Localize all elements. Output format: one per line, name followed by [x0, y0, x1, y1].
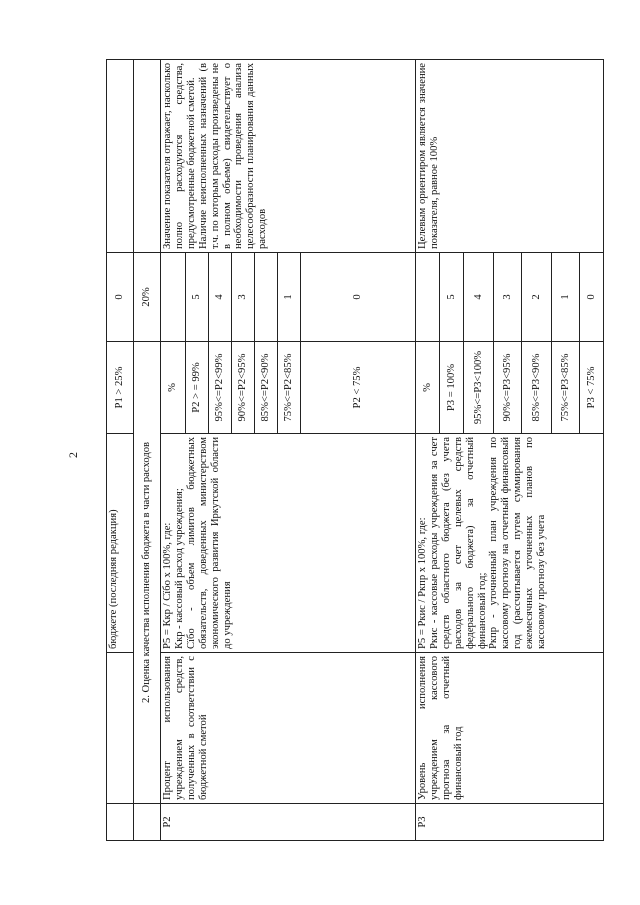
- p2-comment-line: Наличие неисполненных назначений (в т.ч. по которым расходы произведены не в полном объеме) свидетельствует о необходимости проведения анализа целесообразности планирования данных расходов: [197, 63, 269, 249]
- p3-score: 2: [522, 253, 552, 342]
- p2-score: 1: [278, 253, 301, 342]
- p2-score: 5: [186, 253, 209, 342]
- p3-range: 95%<=P3<100%: [464, 342, 494, 434]
- p2-comment-line: Значение показателя отражает, насколько полно расходуются средства, предусмотренные бюджетной сметой.: [162, 62, 197, 249]
- empty-cell: [107, 804, 134, 841]
- p3-range: P3 = 100%: [440, 342, 464, 434]
- criteria-table: [106, 59, 604, 841]
- p3-formula-line: Ркпр - уточненный план учреждения по кассовому прогнозу на отчетный финансовый год (рассчитывается путем суммирования ежемесячных уточненных планов по кассовому прогнозу без учета: [488, 437, 548, 649]
- p2-score: 4: [209, 253, 232, 342]
- section-title: 2. Оценка качества исполнения бюджета в части расходов: [134, 342, 161, 804]
- rotated-table: [106, 60, 597, 841]
- p3-formula: [416, 434, 604, 653]
- header-range: P1 > 25%: [107, 342, 134, 434]
- p2-score: 3: [232, 253, 255, 342]
- p2-comment: [161, 60, 416, 253]
- page-number: 2: [66, 452, 80, 458]
- header-continuation-row: [107, 60, 134, 841]
- header-text: бюджете (последняя редакция): [107, 434, 134, 653]
- empty-cell: [134, 804, 161, 841]
- p3-score: 4: [464, 253, 494, 342]
- p3-name: Уровень исполнения учреждением кассового прогноза за отчетный финансовый год: [416, 653, 604, 804]
- empty-cell: [134, 60, 161, 253]
- p3-comment: Целевым ориентиром является значение показателя, равное 100%: [416, 60, 604, 253]
- p3-range: 90%<=P3<95%: [494, 342, 522, 434]
- p2-range: 85%<=P2<90%: [255, 342, 278, 434]
- p3-score: 0: [580, 253, 604, 342]
- p3-unit: %: [416, 342, 440, 434]
- p2-range: P2 > = 99%: [186, 342, 209, 434]
- p3-formula-line: P5 = Ркис / Ркпр х 100%, где:: [417, 517, 428, 649]
- p2-row: [161, 60, 186, 841]
- header-score: 0: [107, 253, 134, 342]
- p3-score: 5: [440, 253, 464, 342]
- p2-score: [255, 253, 278, 342]
- section-weight: 20%: [134, 253, 161, 342]
- rotated-table-container: [106, 60, 597, 841]
- p2-score: 0: [301, 253, 416, 342]
- p2-range: P2 < 75%: [301, 342, 416, 434]
- p2-unit: %: [161, 342, 186, 434]
- p3-score: 3: [494, 253, 522, 342]
- p2-formula-line: Сїбо - объем лимитов бюджетных обязательств, доведенных министерством экономического развития Иркутской области до учреждения: [185, 437, 233, 649]
- empty-cell: [107, 60, 134, 253]
- p2-name: Процент использования учреждением средств, полученных в соответствии с бюджетной сметой: [161, 653, 416, 804]
- empty-cell: [161, 253, 186, 342]
- empty-cell: [107, 653, 134, 804]
- p2-range: 95%<=P2<99%: [209, 342, 232, 434]
- p2-range: 75%<=P2<85%: [278, 342, 301, 434]
- p2-formula-line: P5 = Ккр / Сїбо х 100%, где:: [162, 522, 173, 649]
- p2-range: 90%<=P2<95%: [232, 342, 255, 434]
- p3-formula-line: Ркис - кассовые расходы учреждения за счет средств областного бюджета (без учета расходов за счет целевых средств федерального бюджета) за отчетный финансовый год;: [428, 437, 488, 649]
- section-row: [134, 60, 161, 841]
- p2-code: P2: [161, 804, 416, 841]
- p3-range: P3 < 75%: [580, 342, 604, 434]
- p3-score: 1: [552, 253, 580, 342]
- p3-range: 85%<=P3<90%: [522, 342, 552, 434]
- p3-code: P3: [416, 804, 604, 841]
- p3-range: 75%<=P3<85%: [552, 342, 580, 434]
- p3-row: [416, 60, 440, 841]
- empty-cell: [416, 253, 440, 342]
- p2-formula-line: Ккр - кассовый расход учреждения;: [173, 488, 185, 649]
- p2-formula: [161, 434, 416, 653]
